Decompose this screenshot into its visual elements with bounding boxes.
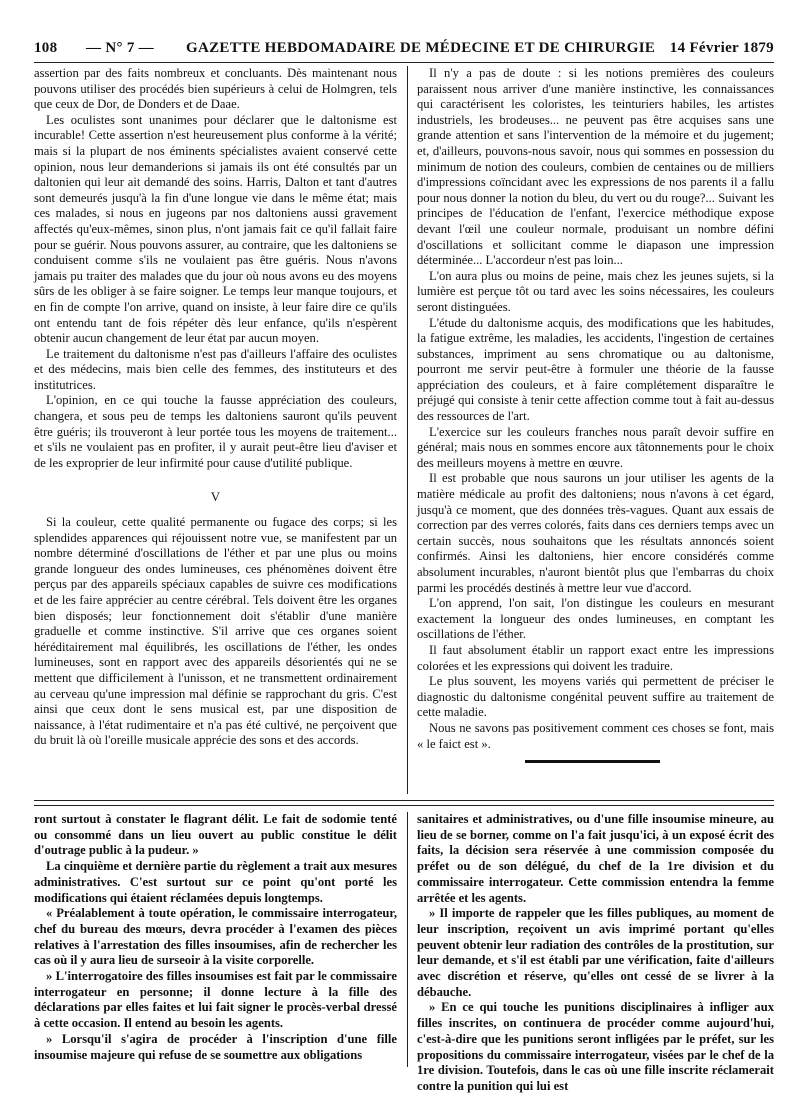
- paragraph: Il faut absolument établir un rapport exact entre les impressions colorées et les expressions qui doivent les traduire.: [417, 642, 774, 673]
- paragraph: assertion par des faits nombreux et concluants. Dès maintenant nous pouvons utiliser des procédés bien supérieurs à celui de Holmgren, tels que ceux de Dor, de Donders et de Daae.: [34, 66, 397, 112]
- paragraph: La cinquième et dernière partie du règlement a trait aux mesures administratives. C'est surtout sur ce point qu'ont porté les modifications qui étaient réclamées depuis longtemps.: [34, 859, 397, 905]
- paragraph: Les oculistes sont unanimes pour déclarer que le daltonisme est incurable! Cette assertion n'est heureusement plus conforme à la vérité; mais si la plupart de nos éminents spécialistes avaient conservé cette opinion, nous leur demanderions si jamais ils ont été consultés par un daltonien qui leur ait demandé des soins. Harris, Dalton et tant d'autres sont demeurés jusqu'à la fin d'une longue vie dans le même état; mais ces malades, si nous en jugeons par nos daltoniens aussi gravement affectés qu'eux-mêmes, sinon plus, n'ont jamais fait ce qu'il fallait faire pour se guérir. Nous pouvons assurer, au contraire, que les daltoniens se conduisent comme s'ils ne voulaient pas être guéris. Nous n'avons jamais pu traiter des malades que du jour où nous avons eu des moyens sûrs de les obliger à se faire soigner. Le temps leur manque toujours, et en fin de compte l'on arrive, quand on insiste, à leur faire dire ce qu'ils ont entendu tant de fois répéter dès leur enfance, qu'ils n'espèrent obtenir aucun changement de leur état par aucun moyen.: [34, 112, 397, 346]
- paragraph: L'on apprend, l'on sait, l'on distingue les couleurs en mesurant exactement la longueur des ondes lumineuses, en comptant les oscillations de l'éther.: [417, 596, 774, 642]
- paragraph: ront surtout à constater le flagrant délit. Le fait de sodomie tenté ou consommé dans un lieu ouvert au public constitue le délit d'outrage public à la pudeur. »: [34, 812, 397, 858]
- issue-date: 14 Février 1879: [669, 40, 774, 56]
- column-divider: [407, 66, 408, 794]
- paragraph: sanitaires et administratives, ou d'une fille insoumise mineure, au lieu de se borner, comme on l'a fait jusqu'ici, à un exposé écrit des faits, la décision sera réservée à une commission composée du préfet ou de son délégué, du chef de la 1re division et du commissaire interrogateur. Cette commission entendra la femme arrêtée et les agents.: [417, 812, 774, 905]
- section-separator: [34, 800, 774, 806]
- upper-right-column: [417, 66, 774, 751]
- paragraph: Nous ne savons pas positivement comment ces choses se font, mais « le faict est ».: [417, 720, 774, 751]
- page-number: 108: [34, 40, 58, 56]
- paragraph: Le plus souvent, les moyens variés qui permettent de préciser le diagnostic du daltonisme congénital peuvent suffire au traitement de cette maladie.: [417, 674, 774, 720]
- paragraph: L'opinion, en ce qui touche la fausse appréciation des couleurs, changera, et sous peu de temps les daltoniens sauront qu'ils peuvent être guéris; ils trouveront à leur portée tous les moyens de traitement... et s'ils ne voulaient pas en profiter, il y aurait peut-être lieu d'aviser et de les exproprier de leur infirmité pour cause d'utilité publique.: [34, 393, 397, 470]
- paragraph: L'exercice sur les couleurs franches nous paraît devoir suffire en général; mais nous en sommes encore aux tâtonnements pour le choix des meilleurs moyens à mettre en œuvre.: [417, 424, 774, 470]
- paragraph: » L'interrogatoire des filles insoumises est fait par le commissaire interrogateur en personne; il donne lecture à la fille des déclarations par elles faites et lui fait signer le procès-verbal dressé à cette occasion. Il entend au besoin les agents.: [34, 969, 397, 1031]
- upper-left-column: [34, 66, 397, 792]
- lower-right-column: [417, 812, 774, 1093]
- paragraph: Il est probable que nous saurons un jour utiliser les agents de la matière médicale au profit des daltoniens; nous n'avons à cet égard, jusqu'à ce moment, que des données très-vagues. Quant aux essais de correction par des verres colorés, faits dans ces derniers temps avec un certain succès, nous souhaitons que les résultats annoncés soient confirmés. Ainsi les daltoniens, hier encore considérés comme absolument incurables, n'auront bientôt plus que l'embarras du choix parmi les procédés destinés à mettre leur vue d'accord.: [417, 471, 774, 595]
- paragraph: Il n'y a pas de doute : si les notions premières des couleurs paraissent nous arriver d'une manière instinctive, les connaissances qui caractérisent les coloristes, les teinturiers habiles, les artistes industriels, les brodeuses... ne peuvent pas être acquises sans une grande attention et sans l'intervention de la mémoire et du jugement; et, d'ailleurs, pouvons-nous savoir, nous qui sommes en possession du minimum de notion des couleurs, combien de centaines ou de milliers d'impressions coïncidant avec les expressions de nos parents il a fallu pour nous donner la notion du bleu, du vert ou du rouge?... Suivant les principes de l'éducation de l'enfant, l'exercice méthodique expose devant l'œil une couleur normale, produisant un nombre défini d'oscillations et sollicitant comme le diapason une impression déterminée... L'accordeur n'est pas loin...: [417, 66, 774, 268]
- lower-left-column: [34, 812, 397, 1067]
- column-divider: [407, 812, 408, 1067]
- header-rule: [34, 62, 774, 63]
- paragraph: « Préalablement à toute opération, le commissaire interrogateur, chef du bureau des mœurs, devra procéder à l'examen des pièces relatives à l'arrestation des filles insoumises, afin de rechercher les cas où il y aura lieu de surseoir à la visite corporelle.: [34, 906, 397, 968]
- article-end-rule: [525, 760, 660, 763]
- running-header: [34, 40, 774, 62]
- issue-number: — N° 7 —: [86, 40, 154, 56]
- paragraph: » Il importe de rappeler que les filles publiques, au moment de leur inscription, reçoivent un avis imprimé portant qu'elles peuvent obtenir leur radiation des contrôles de la prostitution, sur leur demande, et s'il est établi par une vérification, faite d'ailleurs avec discrétion et réserve, qu'elles ont cessé de se livrer à la débauche.: [417, 906, 774, 999]
- journal-title: GAZETTE HEBDOMADAIRE DE MÉDECINE ET DE CHIRURGIE: [186, 40, 656, 56]
- section-heading: V: [210, 489, 221, 505]
- paragraph: Le traitement du daltonisme n'est pas d'ailleurs l'affaire des oculistes et des médecins, mais bien celle des femmes, des instituteurs et des institutrices.: [34, 346, 397, 392]
- paragraph: » En ce qui touche les punitions disciplinaires à infliger aux filles inscrites, on continuera de procéder comme aujourd'hui, c'est-à-dire que les punitions seront infligées par le préfet, sur les propositions du commissaire interrogateur, visées par le chef de la 1re division. Toutefois, dans le cas où une fille inscrite réclamerait contre la punition qui lui est: [417, 1000, 774, 1093]
- paragraph: Si la couleur, cette qualité permanente ou fugace des corps; si les splendides apparences qui réjouissent notre vue, se manifestent par un nombre déterminé d'oscillations de l'éther et par une plus ou moins grande longueur des ondes lumineuses, ces phénomènes doivent être perçus par des appareils spéciaux capables de suivre ces modifications et de les faire apprécier au centre cérébral. Tels doivent être les organes bien disposés; leur fonctionnement doit s'établir d'une manière graduelle et comme instinctive. S'il arrive que ces organes soient héréditairement mal équilibrés, les oscillations de l'éther, les ondes lumineuses, sont en rapport avec des appareils désorientés qui ne se mettent que difficilement à l'unisson, et ne transmettent ordinairement au cerveau qu'une impression mal définie se rapprochant du gris. C'est ainsi que ceux dont le sens musical est, par une disposition de naissance, à l'état rudimentaire et n'a pas été cultivé, ne perçoivent que du bruit là où l'oreille musicale apprécie des sons et des accords.: [34, 515, 397, 748]
- paragraph: » Lorsqu'il s'agira de procéder à l'inscription d'une fille insoumise majeure qui refuse de se soumettre aux obligations: [34, 1031, 397, 1062]
- paragraph: L'on aura plus ou moins de peine, mais chez les jeunes sujets, si la lumière est perçue tôt ou tard avec les soins nécessaires, les couleurs seront distinguées.: [417, 268, 774, 314]
- paragraph: L'étude du daltonisme acquis, des modifications que les habitudes, la fatigue extrême, les maladies, les accidents, l'ingestion de certaines substances, impriment au sens chromatique ou au daltonisme, pourront me servir peut-être à formuler une théorie de la fausse appréciation des couleurs, et à faire complétement disparaître le préjugé qui consiste à tenir cette affection comme tout à fait au-dessus des ressources de l'art.: [417, 315, 774, 424]
